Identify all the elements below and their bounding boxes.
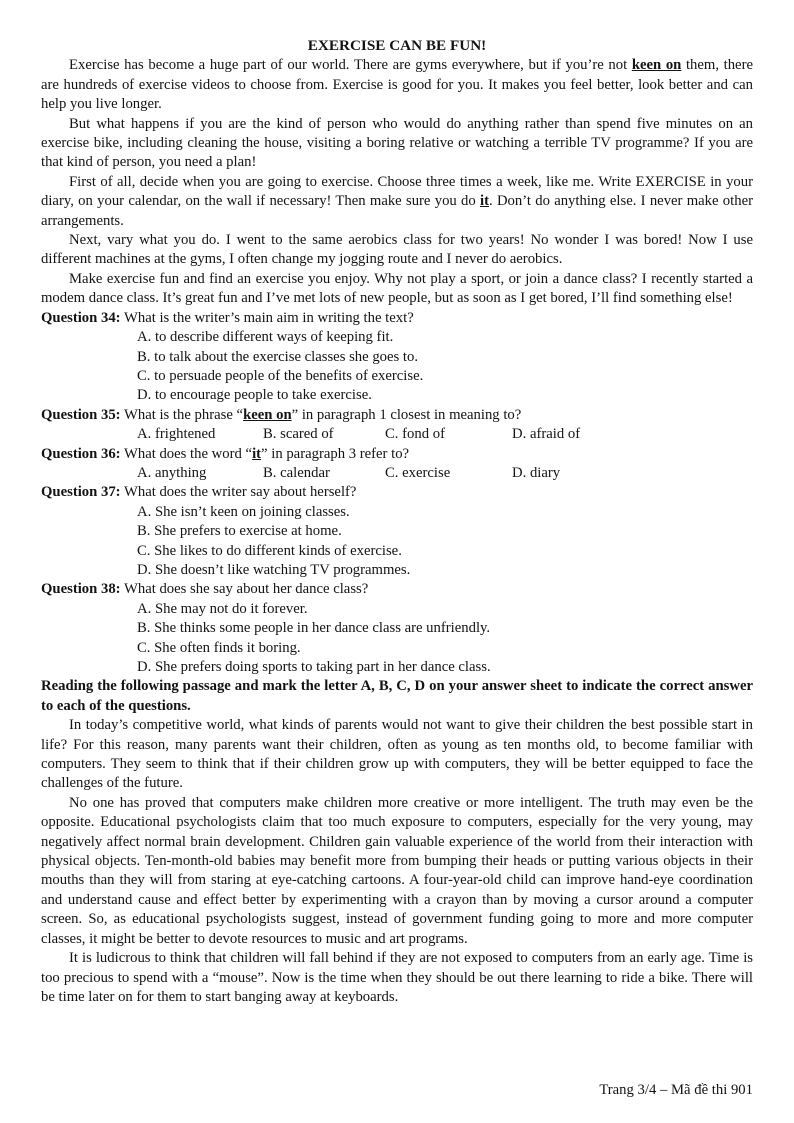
question-37-label: Question 37:	[41, 484, 121, 501]
question-37-option-d: D. She doesn’t like watching TV programmes.	[137, 561, 411, 578]
question-38-option-b: B. She thinks some people in her dance class are unfriendly.	[137, 620, 491, 637]
passage1-paragraph-3	[41, 173, 753, 231]
passage1-title: EXERCISE CAN BE FUN!	[307, 37, 487, 54]
question-36-block	[41, 445, 753, 484]
question-36-option-c: C. exercise	[385, 464, 451, 481]
question-35-block	[41, 406, 753, 445]
question-37-option-b: B. She prefers to exercise at home.	[137, 523, 342, 540]
question-37-option-c: C. She likes to do different kinds of exercise.	[137, 542, 402, 559]
question-35-options-row	[137, 425, 753, 444]
question-35-stem-line	[41, 406, 753, 425]
question-38-option-d: D. She prefers doing sports to taking part in her dance class.	[137, 659, 491, 675]
paragraph-text: Exercise has become a huge part of our world. There are gyms everywhere, but if you’re not	[69, 57, 632, 74]
question-35-option-b: B. scared of	[263, 426, 334, 443]
question-36-option-b: B. calendar	[263, 464, 330, 481]
question-38-option-a: A. She may not do it forever.	[137, 600, 308, 617]
question-34-block	[41, 309, 753, 406]
question-35-stem-post: ” in paragraph 1 closest in meaning to?	[291, 406, 522, 423]
question-36-stem-line	[41, 445, 753, 464]
question-35-option-a: A. frightened	[137, 426, 216, 443]
question-37-option-a: A. She isn’t keen on joining classes.	[137, 503, 350, 520]
question-34-option-b: B. to talk about the exercise classes she goes to.	[137, 348, 419, 365]
question-34-option-c: C. to persuade people of the benefits of exercise.	[137, 367, 424, 384]
question-35-option-c: C. fond of	[385, 426, 445, 443]
passage1-paragraph-5: Make exercise fun and find an exercise you enjoy. Why not play a sport, or join a dance class? I recently started a modem dance class. It’s great fun and I’ve met lots of new people, but as soon as I get bored, I’ll find something else!	[41, 270, 753, 307]
page-footer: Trang 3/4 – Mã đề thi 901	[599, 1082, 753, 1098]
paragraph-text: First of all, decide when you are going to exercise. Choose three times a week, like me. Write EXERCISE in your diary, on your calendar, on the wall if necessary! Then make sure you do	[41, 173, 753, 210]
question-35-stem-pre: What is the phrase “	[123, 406, 244, 423]
question-36-label: Question 36:	[41, 445, 121, 462]
question-34-stem: What is the writer’s main aim in writing the text?	[123, 309, 414, 326]
question-38-label: Question 38:	[41, 581, 121, 598]
question-35-option-d: D. afraid of	[512, 426, 581, 443]
question-35-keyword: keen on	[243, 406, 292, 423]
passage1-paragraph-1	[41, 56, 753, 114]
question-36-stem-pre: What does the word “	[123, 445, 253, 462]
question-35-label: Question 35:	[41, 406, 121, 423]
passage1-paragraph-4: Next, vary what you do. I went to the same aerobics class for two years! No wonder I was bored! Now I use different machines at the gyms, I often change my jogging route and I never do aerobics.	[41, 232, 753, 268]
keyword-keen-on: keen on	[631, 57, 682, 74]
passage2-paragraph-1: In today’s competitive world, what kinds of parents would not want to give their children the best possible start in life? For this reason, many parents want their children, often as young as ten months old, to become familiar with computers. They seem to think that if their children grow up with computers, they will be better equipped to face the challenges of the future.	[41, 717, 753, 792]
passage2-paragraph-2: No one has proved that computers make children more creative or more intelligent. The truth may even be the opposite. Educational psychologists claim that too much exposure to computers, especially for the very young, may negatively affect normal brain development. Children gain valuable experience of the world from their interaction with physical objects. Ten-month-old babies may benefit more from bumping their heads or putting various objects in their mouths than they will from staring at eye-catching cartoons. A four-year-old child can improve hand-eye coordination and understand cause and effect better by experimenting with a crayon than by moving a cursor around a computer screen. So, as educational psychologists suggest, instead of government funding going to more and more computer classes, it might be better to devote resources to music and art programs.	[41, 794, 753, 947]
question-36-option-d: D. diary	[512, 464, 561, 481]
question-38-stem: What does she say about her dance class?	[123, 581, 369, 598]
passage2-paragraph-3: It is ludicrous to think that children will fall behind if they are not exposed to computers from an early age. Time is too precious to spend with a “mouse”. Now is the time when they should be out there learning to ride a bike. There will be time later on for them to start banging away at keyboards.	[41, 950, 753, 1005]
question-34-option-d: D. to encourage people to take exercise.	[137, 387, 372, 404]
question-37-stem: What does the writer say about herself?	[123, 484, 357, 501]
question-36-option-a: A. anything	[137, 464, 207, 481]
question-36-stem-post: ” in paragraph 3 refer to?	[261, 445, 410, 462]
question-38-option-c: C. She often finds it boring.	[137, 639, 301, 656]
question-34-stem-line	[41, 309, 753, 328]
question-34-option-a: A. to describe different ways of keeping fit.	[137, 329, 394, 346]
question-37-block	[41, 483, 753, 580]
paragraph-text: . Don’t do anything else. I never make other arrangements.	[41, 193, 753, 229]
section-instruction: Reading the following passage and mark the letter A, B, C, D on your answer sheet to indicate the correct answer to each of the questions.	[41, 678, 753, 714]
paragraph-text: them, there are hundreds of exercise videos to choose from. Exercise is good for you. It makes you feel better, look better and can help you live longer.	[41, 57, 753, 113]
question-37-stem-line	[41, 483, 753, 502]
keyword-it: it	[480, 193, 489, 210]
passage1-paragraph-2: But what happens if you are the kind of person who would do anything rather than spend five minutes on an exercise bike, including cleaning the house, visiting a boring relative or watching a terrible TV programme? If you are that kind of person, you need a plan!	[41, 115, 753, 171]
question-36-keyword: it	[252, 445, 262, 462]
question-36-options-row	[137, 464, 753, 483]
question-38-stem-line	[41, 580, 753, 599]
question-34-label: Question 34:	[41, 309, 121, 326]
question-38-block	[41, 580, 753, 677]
